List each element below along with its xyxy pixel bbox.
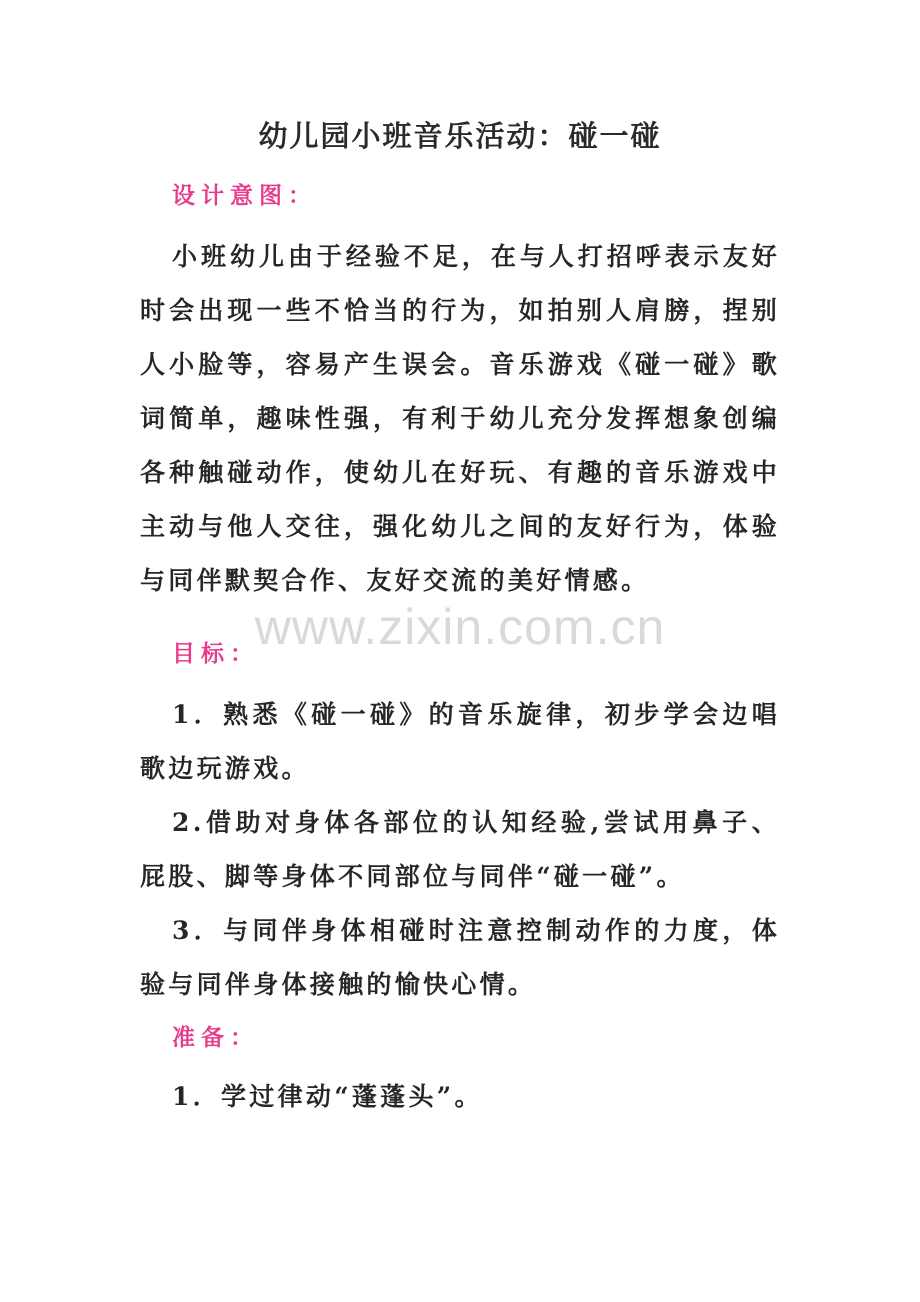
design-intent-paragraph: 小班幼儿由于经验不足，在与人打招呼表示友好时会出现一些不恰当的行为，如拍别人肩膀，捏别人小脸等，容易产生误会。音乐游戏《碰一碰》歌词简单，趣味性强，有利于幼儿充分发挥想象创编各种触碰动作，使幼儿在好玩、有趣的音乐游戏中主动与他人交往，强化幼儿之间的友好行为，体验与同伴默契合作、友好交流的美好情感。	[140, 242, 780, 595]
section-heading-preparation: 准备：	[172, 1024, 259, 1051]
watermark: www.zixin.com.cn	[254, 599, 666, 655]
goal-item: 3．与同伴身体相碰时注意控制动作的力度，体验与同伴身体接触的愉快心情。	[140, 916, 780, 999]
section-heading-design-intent: 设计意图：	[172, 182, 317, 209]
document-title: 幼儿园小班音乐活动：碰一碰	[258, 119, 662, 153]
preparation-item: 1．学过律动“蓬蓬头”。	[172, 1082, 483, 1111]
section-heading-goals: 目标：	[172, 640, 259, 667]
goal-item: 1．熟悉《碰一碰》的音乐旋律，初步学会边唱歌边玩游戏。	[140, 700, 780, 783]
goal-item: 2.借助对身体各部位的认知经验,尝试用鼻子、屁股、脚等身体不同部位与同伴“碰一碰”。	[140, 808, 780, 891]
